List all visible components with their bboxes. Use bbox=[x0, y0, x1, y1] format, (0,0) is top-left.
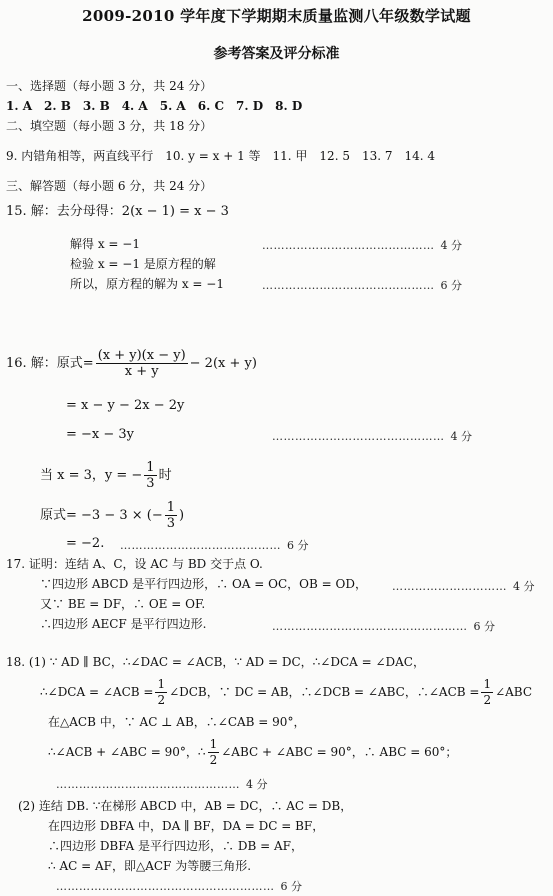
q16-line-2: = x − y − 2x − 2y bbox=[66, 398, 185, 413]
q18-line-1: 18. (1) ∵ AD ∥ BC，∴∠DAC = ∠ACB，∵ AD = DC，∴∠DCA = ∠DAC， bbox=[6, 655, 425, 669]
q16-fraction bbox=[96, 348, 188, 379]
q17-score-2: …………………………………………… 6 分 bbox=[272, 620, 495, 633]
q18-line-2-num-1: 1 bbox=[157, 677, 166, 691]
q18-line-2 bbox=[40, 676, 532, 708]
document-title: 2009-2010 学年度下学期期末质量监测八年级数学试题 bbox=[82, 7, 471, 25]
section-1-answers: 1. A 2. B 3. B 4. A 5. A 6. C 7. D 8. D bbox=[6, 99, 303, 113]
q18-line-4-num: 1 bbox=[209, 737, 218, 751]
q16-line-1 bbox=[6, 348, 257, 380]
document-subtitle: 参考答案及评分标准 bbox=[213, 46, 340, 62]
q18-line-4-a: ∴∠ACB + ∠ABC = 90°，∴ bbox=[48, 745, 206, 759]
q18-line-8: ∴ AC = AF，即△ACF 为等腰三角形. bbox=[48, 859, 252, 873]
q16-line-4 bbox=[40, 460, 172, 492]
q18-line-2-den-1: 2 bbox=[157, 693, 166, 707]
q15-score-2: ……………………………………… 6 分 bbox=[262, 279, 462, 292]
q16-line-6: = −2. bbox=[66, 536, 105, 551]
q15-line-3: 检验 x = −1 是原方程的解 bbox=[70, 257, 216, 271]
q18-line-5: (2) 连结 DB. ∵在梯形 ABCD 中，AB = DC，∴ AC = DB， bbox=[18, 799, 353, 813]
q18-line-2-num-2: 1 bbox=[483, 677, 492, 691]
q16-score-2: …………………………………… 6 分 bbox=[120, 539, 309, 552]
q18-line-7: ∴四边形 DBFA 是平行四边形，∴ DB = AF， bbox=[48, 839, 303, 853]
q15-line-4: 所以，原方程的解为 x = −1 bbox=[70, 277, 224, 291]
q16-tail: − 2(x + y) bbox=[189, 356, 257, 371]
q17-points-1: 4 分 bbox=[513, 580, 535, 593]
q16-denominator: x + y bbox=[124, 364, 159, 379]
q18-line-2-a: ∴∠DCA = ∠ACB = bbox=[40, 685, 154, 699]
q16-line-4-den: 3 bbox=[146, 476, 155, 491]
q15-line-1: 15. 解：去分母得：2(x − 1) = x − 3 bbox=[6, 204, 229, 219]
q16-line-3: = −x − 3y bbox=[66, 427, 135, 442]
q16-points-1: 4 分 bbox=[450, 430, 472, 443]
q16-lead: 16. 解：原式= bbox=[6, 356, 94, 371]
q16-line-4-b: 时 bbox=[158, 468, 172, 483]
q15-line-2: 解得 x = −1 bbox=[70, 237, 140, 251]
q17-score-1: ………………………… 4 分 bbox=[392, 580, 535, 593]
q18-line-4 bbox=[48, 736, 457, 768]
q16-points-2: 6 分 bbox=[287, 539, 309, 552]
q16-line-5-b: ) bbox=[179, 508, 185, 523]
q16-line-5-den: 3 bbox=[166, 516, 176, 531]
q18-points-1: 4 分 bbox=[246, 778, 268, 791]
q17-line-4: ∴四边形 AECF 是平行四边形. bbox=[40, 617, 207, 631]
q18-line-2-den-2: 2 bbox=[483, 693, 492, 707]
q16-line-4-a: 当 x = 3，y = − bbox=[40, 468, 143, 483]
q15-points-2: 6 分 bbox=[440, 279, 462, 292]
q18-line-3: 在△ACB 中，∵ AC ⊥ AB，∴∠CAB = 90°， bbox=[48, 715, 306, 729]
q16-line-5-fraction bbox=[165, 500, 177, 531]
q18-line-6: 在四边形 DBFA 中，DA ∥ BF，DA = DC = BF， bbox=[48, 819, 325, 833]
q16-line-4-fraction bbox=[144, 460, 156, 491]
q18-line-2-fraction-1 bbox=[155, 677, 167, 708]
q18-line-2-fraction-2 bbox=[481, 677, 493, 708]
q16-line-5 bbox=[40, 500, 184, 532]
q18-score-1: ………………………………………… 4 分 bbox=[56, 778, 268, 791]
q17-points-2: 6 分 bbox=[473, 620, 495, 633]
q18-line-4-fraction bbox=[208, 737, 220, 768]
section-2-answers: 9. 内错角相等，两直线平行 10. y = x + 1 等 11. 甲 12. 5 13. 7 14. 4 bbox=[6, 149, 436, 163]
q18-line-2-b: ∠DCB，∵ DC = AB，∴∠DCB = ∠ABC，∴∠ACB = bbox=[169, 685, 480, 699]
section-1-heading: 一、选择题（每小题 3 分，共 24 分） bbox=[6, 79, 213, 93]
q16-line-5-num: 1 bbox=[166, 500, 176, 515]
q16-numerator: (x + y)(x − y) bbox=[97, 348, 186, 363]
q16-line-4-num: 1 bbox=[146, 460, 155, 475]
q18-score-2: ………………………………………………… 6 分 bbox=[56, 880, 302, 893]
q18-line-2-c: ∠ABC bbox=[495, 685, 533, 699]
section-3-heading: 三、解答题（每小题 6 分，共 24 分） bbox=[6, 179, 213, 193]
q17-line-1: 17. 证明：连结 A、C，设 AC 与 BD 交于点 O. bbox=[6, 557, 263, 571]
q18-line-4-den: 2 bbox=[209, 753, 218, 767]
q15-points-1: 4 分 bbox=[440, 239, 462, 252]
q17-line-3: 又∵ BE = DF，∴ OE = OF. bbox=[40, 597, 206, 611]
q18-line-4-b: ∠ABC + ∠ABC = 90°，∴ ABC = 60°； bbox=[221, 745, 458, 759]
section-2-heading: 二、填空题（每小题 3 分，共 18 分） bbox=[6, 119, 213, 133]
q16-score-1: ……………………………………… 4 分 bbox=[272, 430, 472, 443]
q18-points-2: 6 分 bbox=[280, 880, 302, 893]
q17-line-2: ∵四边形 ABCD 是平行四边形，∴ OA = OC，OB = OD， bbox=[40, 577, 367, 591]
q15-score-1: ……………………………………… 4 分 bbox=[262, 239, 462, 252]
q16-line-5-a: 原式= −3 − 3 × (− bbox=[40, 508, 163, 523]
